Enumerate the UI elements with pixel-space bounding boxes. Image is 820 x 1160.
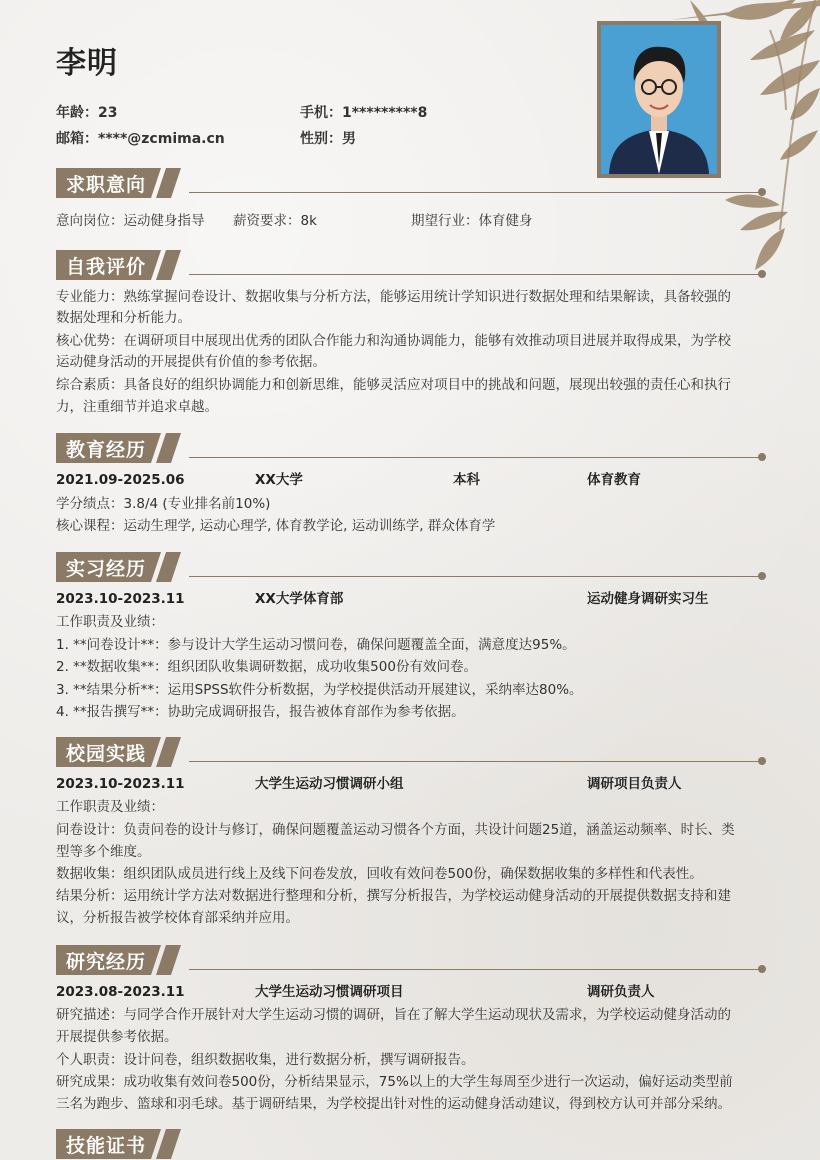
section-title: 求职意向: [66, 174, 147, 196]
campus-date: 2023.10-2023.11: [56, 776, 185, 792]
section-divider: [189, 576, 762, 577]
intern-date: 2023.10-2023.11: [56, 591, 185, 607]
section-dot: [758, 188, 766, 196]
research-line: 研究成果：成功收集有效问卷500份，分析结果显示，75%以上的大学生每周至少进行一次运动，偏好运动类型前: [56, 1074, 733, 1090]
section-header-self: [56, 250, 766, 280]
section-title: 研究经历: [66, 951, 147, 973]
edu-line: 学分绩点：3.8/4 (专业排名前10%): [56, 496, 271, 512]
phone-field: 手机：1*********8: [300, 105, 428, 121]
section-divider: [189, 457, 762, 458]
campus-org: 大学生运动习惯调研小组: [255, 776, 404, 792]
edu-school: XX大学: [255, 472, 303, 488]
campus-line: 议，分析报告被学校体育部采纳并应用。: [56, 910, 299, 926]
section-header-skills: [56, 1129, 766, 1159]
research-line: 研究描述：与同学合作开展针对大学生运动习惯的调研，旨在了解大学生运动现状及需求，为学校运动健身活动的: [56, 1007, 731, 1023]
intern-line: 2. **数据收集**：组织团队收集调研数据，成功收集500份有效问卷。: [56, 659, 477, 675]
research-line: 开展提供参考依据。: [56, 1029, 178, 1045]
section-dot: [758, 453, 766, 461]
section-dot: [758, 572, 766, 580]
campus-line: 数据收集：组织团队成员进行线上及线下问卷发放，回收有效问卷500份，确保数据收集的多样性和代表性。: [56, 866, 703, 882]
profile-photo: [597, 21, 721, 178]
age-field: 年龄：23: [56, 105, 118, 121]
intern-line: 1. **问卷设计**：参与设计大学生运动习惯问卷，确保问题覆盖全面，满意度达95%。: [56, 637, 576, 653]
edu-date: 2021.09-2025.06: [56, 472, 185, 488]
section-title: 自我评价: [66, 256, 147, 278]
section-divider: [189, 761, 762, 762]
section-header-intent: [56, 168, 766, 198]
section-title: 校园实践: [66, 743, 147, 765]
section-dot: [758, 965, 766, 973]
campus-role: 调研项目负责人: [587, 776, 682, 792]
section-divider: [189, 274, 762, 275]
section-header-internship: [56, 552, 766, 582]
section-title: 实习经历: [66, 558, 147, 580]
self-line: 专业能力：熟练掌握问卷设计、数据收集与分析方法，能够运用统计学知识进行数据处理和结果解读，具备较强的: [56, 289, 731, 305]
section-title: 技能证书: [66, 1135, 147, 1157]
candidate-name: 李明: [56, 46, 118, 81]
research-date: 2023.08-2023.11: [56, 984, 185, 1000]
campus-line: 结果分析：运用统计学方法对数据进行整理和分析，撰写分析报告，为学校运动健身活动的开展提供数据支持和建: [56, 888, 731, 904]
section-dot: [758, 270, 766, 278]
intern-line: 3. **结果分析**：运用SPSS软件分析数据，为学校提供活动开展建议，采纳率达80%。: [56, 682, 583, 698]
edu-line: 核心课程：运动生理学, 运动心理学, 体育教学论, 运动训练学, 群众体育学: [56, 518, 496, 534]
research-line: 个人职责：设计问卷，组织数据收集，进行数据分析，撰写调研报告。: [56, 1052, 475, 1068]
intent-salary: 薪资要求：8k: [233, 213, 317, 229]
email-field: 邮箱：****@zcmima.cn: [56, 131, 225, 147]
section-divider: [189, 969, 762, 970]
section-header-campus: [56, 737, 766, 767]
self-line: 数据处理和分析能力。: [56, 310, 191, 326]
self-line: 核心优势：在调研项目中展现出优秀的团队合作能力和沟通协调能力，能够有效推动项目进展并取得成果，为学校: [56, 333, 731, 349]
research-role: 调研负责人: [587, 984, 655, 1000]
section-divider: [189, 192, 762, 193]
intern-line: 工作职责及业绩：: [56, 614, 164, 630]
edu-major: 体育教育: [587, 472, 641, 488]
intent-position: 意向岗位：运动健身指导: [56, 213, 205, 229]
intern-role: 运动健身调研实习生: [587, 591, 709, 607]
edu-degree: 本科: [453, 472, 480, 488]
research-org: 大学生运动习惯调研项目: [255, 984, 404, 1000]
intern-line: 4. **报告撰写**：协助完成调研报告，报告被体育部作为参考依据。: [56, 704, 465, 720]
section-header-research: [56, 945, 766, 975]
section-title: 教育经历: [66, 439, 147, 461]
intent-industry: 期望行业：体育健身: [411, 213, 533, 229]
intern-org: XX大学体育部: [255, 591, 344, 607]
campus-line: 工作职责及业绩：: [56, 799, 164, 815]
campus-line: 型等多个维度。: [56, 844, 151, 860]
gender-field: 性别：男: [300, 131, 356, 147]
self-line: 综合素质：具备良好的组织协调能力和创新思维，能够灵活应对项目中的挑战和问题，展现出较强的责任心和执行: [56, 377, 731, 393]
research-line: 三名为跑步、篮球和羽毛球。基于调研结果，为学校提出针对性的运动健身活动建议，得到校方认可并部分采纳。: [56, 1096, 731, 1112]
section-dot: [758, 757, 766, 765]
self-line: 运动健身活动的开展提供有价值的参考依据。: [56, 354, 326, 370]
self-line: 力，注重细节并追求卓越。: [56, 399, 218, 415]
campus-line: 问卷设计：负责问卷的设计与修订，确保问题覆盖运动习惯各个方面，共设计问题25道，涵盖运动频率、时长、类: [56, 822, 735, 838]
section-header-education: [56, 433, 766, 463]
